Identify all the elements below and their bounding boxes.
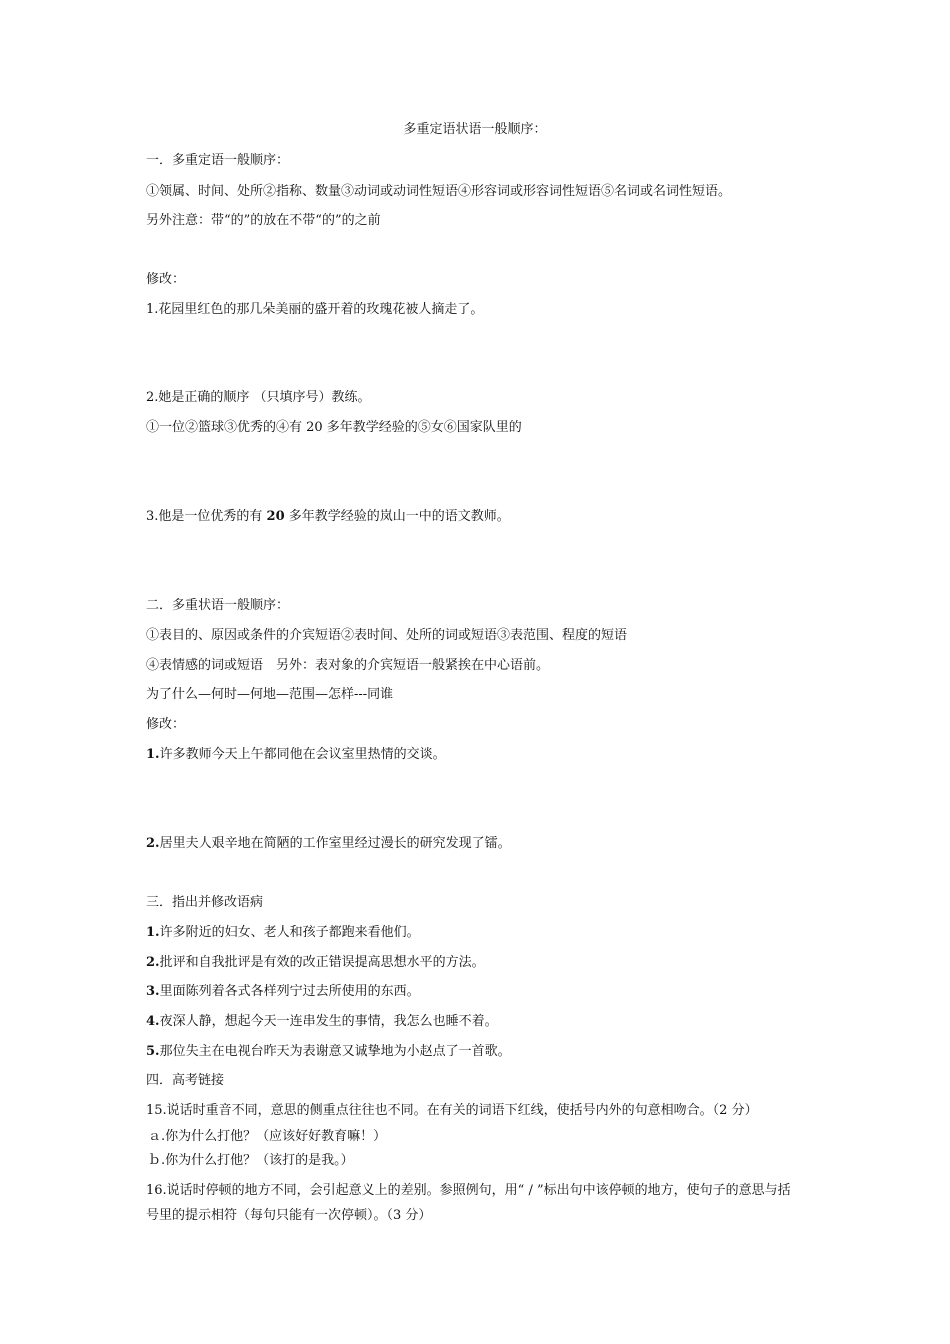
question-text-post: 多年教学经验的岚山一中的语文教师。 (284, 509, 510, 524)
section1-rule: ①领属、时间、处所②指称、数量③动词或动词性短语④形容词或形容词性短语⑤名词或名词性短语。 (146, 184, 732, 199)
page-title: 多重定语状语一般顺序： (403, 122, 547, 137)
section2-question-1 (146, 746, 446, 764)
section3-item-1 (146, 924, 420, 942)
section4-heading: 四．高考链接 (146, 1073, 225, 1088)
item-number: 5. (146, 1044, 160, 1059)
section3-item-4 (146, 1013, 498, 1031)
section4-question-15b: ｂ.你为什么打他？（该打的是我。） (148, 1153, 354, 1168)
section3-item-3 (146, 983, 420, 1001)
section1-heading: 一．多重定语一般顺序： (146, 153, 290, 168)
question-number: 3. (146, 509, 159, 524)
section3-heading: 三．指出并修改语病 (146, 895, 264, 910)
question-text: 居里夫人艰辛地在简陋的工作室里经过漫长的研究发现了镭。 (159, 836, 511, 851)
question-text-pre: 他是一位优秀的有 (158, 509, 267, 524)
question-number: 1. (146, 747, 160, 762)
section4-question-16-line-1: 16.说话时停顿的地方不同，会引起意义上的差别。参照例句，用“ / ”标出句中该停顿的地方，使句子的意思与括 (146, 1183, 791, 1198)
question-text: 许多教师今天上午都同他在会议室里热情的交谈。 (159, 747, 446, 762)
section1-fix-label: 修改： (146, 272, 186, 287)
item-number: 4. (146, 1014, 160, 1029)
item-text: 批评和自我批评是有效的改正错误提高思想水平的方法。 (159, 955, 485, 970)
section2-rule-2: ④表情感的词或短语 另外：表对象的介宾短语一般紧挨在中心语前。 (146, 658, 550, 673)
section2-question-2 (146, 835, 511, 853)
item-text: 那位失主在电视台昨天为表谢意又诚挚地为小赵点了一首歌。 (159, 1044, 511, 1059)
item-number: 2. (146, 955, 160, 970)
section2-fix-label: 修改： (146, 717, 186, 732)
item-text: 夜深人静，想起今天一连串发生的事情，我怎么也睡不着。 (159, 1014, 498, 1029)
section1-question-2: 2.她是正确的顺序 （只填序号）教练。 (146, 390, 371, 405)
item-number: 1. (146, 925, 160, 940)
item-text: 里面陈列着各式各样列宁过去所使用的东西。 (159, 984, 420, 999)
section2-rule-1: ①表目的、原因或条件的介宾短语②表时间、处所的词或短语③表范围、程度的短语 (146, 628, 628, 643)
section4-question-15a: ａ.你为什么打他？（应该好好教育嘛！） (148, 1129, 387, 1144)
question-number: 2. (146, 836, 160, 851)
section1-question-1: 1.花园里红色的那几朵美丽的盛开着的玫瑰花被人摘走了。 (146, 302, 484, 317)
item-text: 许多附近的妇女、老人和孩子都跑来看他们。 (159, 925, 420, 940)
section3-item-2 (146, 954, 485, 972)
section1-question-2-options: ①一位②篮球③优秀的④有 20 多年教学经验的⑤女⑥国家队里的 (146, 420, 522, 435)
section1-question-3 (146, 508, 510, 526)
section2-heading: 二．多重状语一般顺序： (146, 598, 290, 613)
item-number: 3. (146, 984, 160, 999)
section1-note: 另外注意：带“的”的放在不带“的”的之前 (146, 213, 381, 228)
section3-item-5 (146, 1043, 511, 1061)
section4-question-15: 15.说话时重音不同，意思的侧重点往往也不同。在有关的词语下红线，使括号内外的句意相吻合。（2 分） (146, 1103, 758, 1118)
section4-question-16-line-2: 号里的提示相符（每句只能有一次停顿）。（3 分） (146, 1208, 432, 1223)
question-text-bold: 20 (266, 509, 285, 524)
section2-mnemonic: 为了什么—何时—何地—范围—怎样---同谁 (146, 687, 394, 702)
